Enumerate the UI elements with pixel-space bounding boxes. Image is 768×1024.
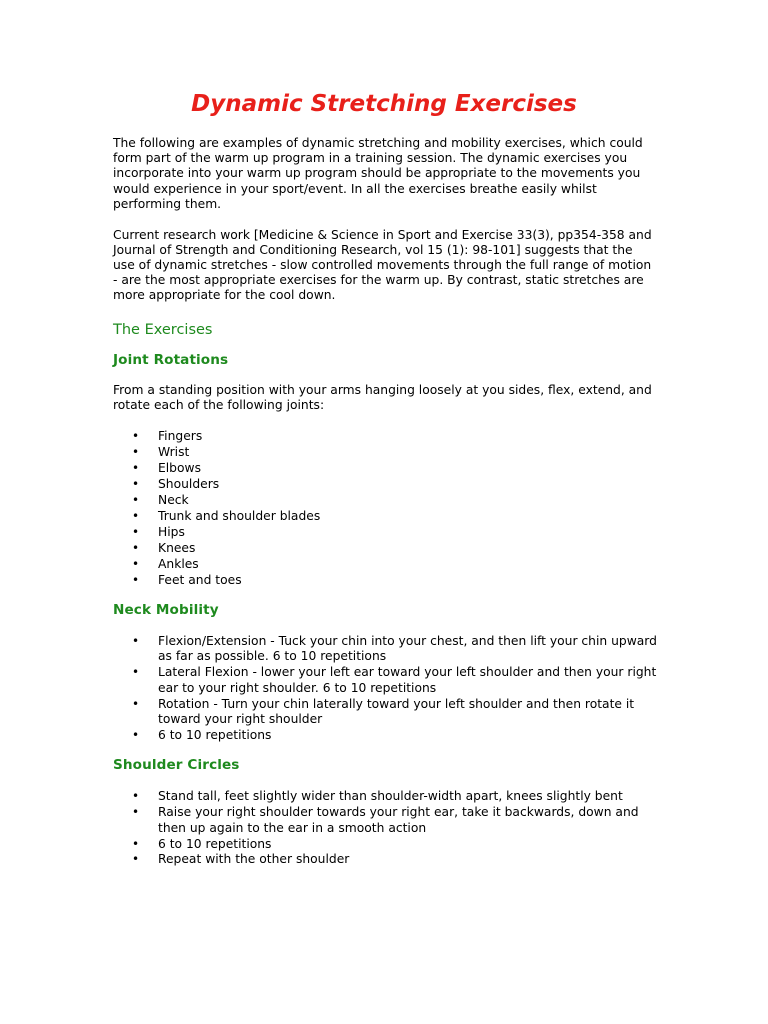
list-item bbox=[113, 789, 658, 804]
bullet-icon: • bbox=[132, 508, 140, 523]
list-item bbox=[113, 509, 658, 524]
list-item-text: Lateral Flexion - lower your left ear toward your left shoulder and then your right ear to your right shoulder. 6 to 10 repetitions bbox=[158, 665, 657, 695]
joint-rotations-heading: Joint Rotations bbox=[113, 352, 229, 369]
list-item-text: Neck bbox=[158, 492, 189, 507]
list-item-text: Knees bbox=[158, 540, 196, 555]
bullet-icon: • bbox=[132, 665, 140, 680]
list-item-text: Flexion/Extension - Tuck your chin into your chest, and then lift your chin upward as far as possible. 6 to 10 repetitions bbox=[158, 634, 657, 664]
list-item bbox=[113, 461, 658, 476]
list-item bbox=[113, 837, 658, 852]
bullet-icon: • bbox=[132, 556, 140, 571]
bullet-icon: • bbox=[132, 696, 140, 711]
bullet-icon: • bbox=[132, 727, 140, 742]
bullet-icon: • bbox=[132, 524, 140, 539]
list-item-text: Feet and toes bbox=[158, 572, 242, 587]
list-item-text: Fingers bbox=[158, 428, 203, 443]
document-content bbox=[113, 136, 658, 868]
list-item bbox=[113, 805, 658, 835]
list-item-text: Trunk and shoulder blades bbox=[158, 508, 321, 523]
bullet-icon: • bbox=[132, 789, 140, 804]
intro-paragraph-1: The following are examples of dynamic stretching and mobility exercises, which could form part of the warm up program in a training session. The dynamic exercises you incorporate into your warm up program should be appropriate to the movements you would experience in your sport/event. In all the exercises breathe easily whilst performing them. bbox=[113, 136, 643, 211]
intro-paragraph-2: Current research work [Medicine & Science in Sport and Exercise 33(3), pp354-358 and Journal of Strength and Conditioning Research, vol 15 (1): 98-101] suggests that the use of dynamic stretches - slow controlled movements through the full range of motion - are the most appropriate exercises for the warm up. By contrast, static stretches are more appropriate for the cool down. bbox=[113, 227, 652, 303]
bullet-icon: • bbox=[132, 572, 140, 587]
bullet-icon: • bbox=[132, 634, 140, 649]
list-item bbox=[113, 525, 658, 540]
list-item bbox=[113, 573, 658, 588]
list-item-text: Elbows bbox=[158, 460, 201, 475]
bullet-icon: • bbox=[132, 836, 140, 851]
list-item bbox=[113, 557, 658, 572]
list-item bbox=[113, 541, 658, 556]
bullet-icon: • bbox=[132, 428, 140, 443]
bullet-icon: • bbox=[132, 444, 140, 459]
neck-mobility-list bbox=[113, 634, 658, 743]
list-item bbox=[113, 477, 658, 492]
joint-rotations-list bbox=[113, 429, 658, 588]
list-item bbox=[113, 429, 658, 444]
exercises-heading: The Exercises bbox=[113, 321, 213, 338]
bullet-icon: • bbox=[132, 852, 140, 867]
list-item-text: Raise your right shoulder towards your right ear, take it backwards, down and then up again to the ear in a smooth action bbox=[158, 805, 639, 835]
shoulder-circles-list bbox=[113, 789, 658, 867]
list-item bbox=[113, 852, 658, 867]
bullet-icon: • bbox=[132, 805, 140, 820]
list-item bbox=[113, 728, 658, 743]
list-item-text: Shoulders bbox=[158, 476, 220, 491]
list-item bbox=[113, 697, 658, 727]
joint-rotations-intro: From a standing position with your arms hanging loosely at you sides, flex, extend, and rotate each of the following joints: bbox=[113, 383, 652, 413]
bullet-icon: • bbox=[132, 492, 140, 507]
bullet-icon: • bbox=[132, 476, 140, 491]
bullet-icon: • bbox=[132, 460, 140, 475]
shoulder-circles-heading: Shoulder Circles bbox=[113, 757, 240, 774]
list-item-text: Rotation - Turn your chin laterally toward your left shoulder and then rotate it toward your right shoulder bbox=[158, 696, 635, 726]
list-item-text: 6 to 10 repetitions bbox=[158, 727, 272, 742]
list-item-text: 6 to 10 repetitions bbox=[158, 836, 272, 851]
list-item bbox=[113, 445, 658, 460]
list-item bbox=[113, 665, 658, 695]
bullet-icon: • bbox=[132, 540, 140, 555]
list-item-text: Repeat with the other shoulder bbox=[158, 852, 350, 867]
list-item bbox=[113, 493, 658, 508]
list-item-text: Stand tall, feet slightly wider than shoulder-width apart, knees slightly bent bbox=[158, 789, 623, 804]
list-item-text: Hips bbox=[158, 524, 185, 539]
list-item-text: Wrist bbox=[158, 444, 190, 459]
neck-mobility-heading: Neck Mobility bbox=[113, 602, 219, 619]
list-item-text: Ankles bbox=[158, 556, 199, 571]
list-item bbox=[113, 634, 658, 664]
page-title: Dynamic Stretching Exercises bbox=[191, 91, 577, 117]
